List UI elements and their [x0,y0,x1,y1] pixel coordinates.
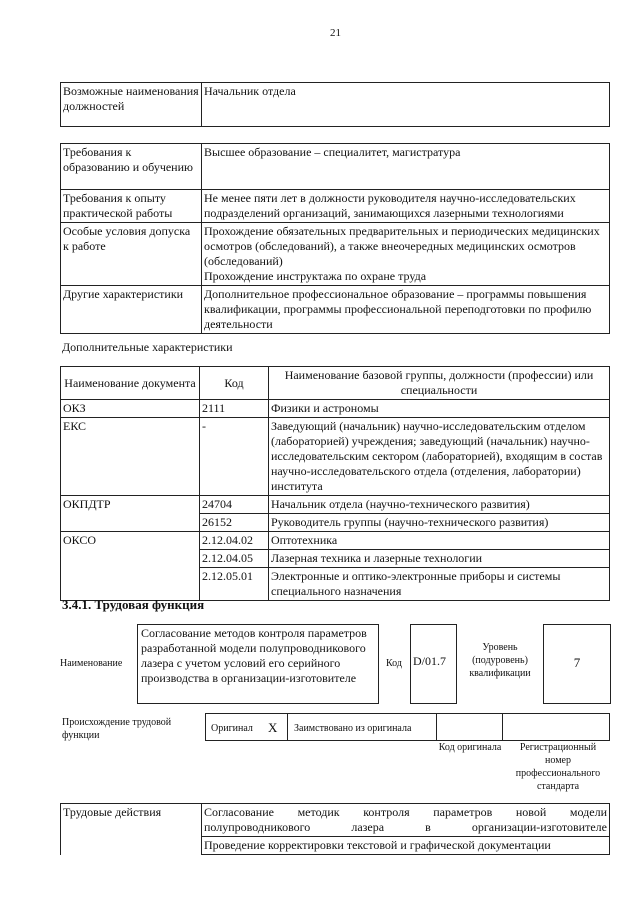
education-label: Требования к образованию и обучению [61,144,202,190]
education-value: Высшее образование – специалитет, магистратура [202,144,610,190]
positions-table [60,82,610,127]
origin-label: Происхождение трудовой функции [62,717,172,741]
row-name: Электронные и оптико-электронные приборы и системы специального назначения [269,568,610,601]
other-value: Дополнительное профессиональное образование – программы повышения квалификации, программы профессиональной переподготовки по профилю деятельности [202,286,610,334]
origin-row [205,713,610,741]
admission-line-1: Прохождение обязательных предварительных и периодических медицинских осмотров (обследований), а также внеочередных медицинских осмотров (обследований) [204,224,600,268]
code-caption: Код оригинала [438,742,502,753]
row-name: Руководитель группы (научно-технического развития) [269,514,610,532]
admission-label: Особые условия допуска к работе [61,223,202,286]
actions-label: Трудовые действия [61,804,202,855]
row-doc: ЕКС [61,418,200,496]
function-title: 3.4.1. Трудовая функция [62,597,205,612]
function-code-value: D/01.7 [410,624,457,704]
row-name: Заведующий (начальник) научно-исследовательским отделом (лабораторией) учреждения; заведующий (начальник) научно-исследовательским сектором (лабораторией), входящим в состав научно-исследовательского отдела (отделения, лаборатории) института [269,418,610,496]
function-level-label: Уровень (подуровень) квалификации [469,642,531,679]
actions-table [60,803,610,855]
header-name: Наименование базовой группы, должности (профессии) или специальности [269,367,610,400]
origin-divider [436,714,437,740]
action-item: Согласование методик контроля параметров новой модели полупроводникового лазера в организации-изготовителе [202,804,610,837]
reg-caption: Регистрационный номер профессионального стандарта [515,742,601,792]
admission-value [202,223,610,286]
row-code: 2.12.04.05 [200,550,269,568]
origin-divider [502,714,503,740]
header-code: Код [200,367,269,400]
row-doc: ОКСО [61,532,200,601]
borrowed-label: Заимствовано из оригинала [294,723,412,734]
additional-heading: Дополнительные характеристики [62,340,233,354]
row-code: 2.12.05.01 [200,568,269,601]
origin-divider [287,714,288,740]
function-code-label: Код [386,658,402,669]
row-code: 2.12.04.02 [200,532,269,550]
row-code: - [200,418,269,496]
row-name: Оптотехника [269,532,610,550]
requirements-table [60,143,610,334]
function-name-label: Наименование [60,658,123,669]
other-label: Другие характеристики [61,286,202,334]
header-document: Наименование документа [61,367,200,400]
function-name-value: Согласование методов контроля параметров разработанной модели полупроводникового лазера с учетом условий его серийного производства в организации-изготовителе [137,624,379,704]
experience-label: Требования к опыту практической работы [61,190,202,223]
function-level-value: 7 [543,624,611,704]
experience-value: Не менее пяти лет в должности руководителя научно-исследовательских подразделений организаций, занимающихся лазерными технологиями [202,190,610,223]
page-number: 21 [330,27,341,39]
row-doc: ОКПДТР [61,496,200,532]
action-item: Проведение корректировки текстовой и графической документации [202,837,610,855]
original-mark: X [268,720,278,735]
row-name: Физики и астрономы [269,400,610,418]
row-name: Начальник отдела (научно-технического развития) [269,496,610,514]
original-label: Оригинал [211,723,253,734]
positions-value: Начальник отдела [202,83,610,127]
row-code: 2111 [200,400,269,418]
row-name: Лазерная техника и лазерные технологии [269,550,610,568]
row-doc: ОКЗ [61,400,200,418]
admission-line-2: Прохождение инструктажа по охране труда [204,269,427,283]
positions-label: Возможные наименования должностей [61,83,202,127]
additional-table [60,366,610,601]
row-code: 24704 [200,496,269,514]
row-code: 26152 [200,514,269,532]
